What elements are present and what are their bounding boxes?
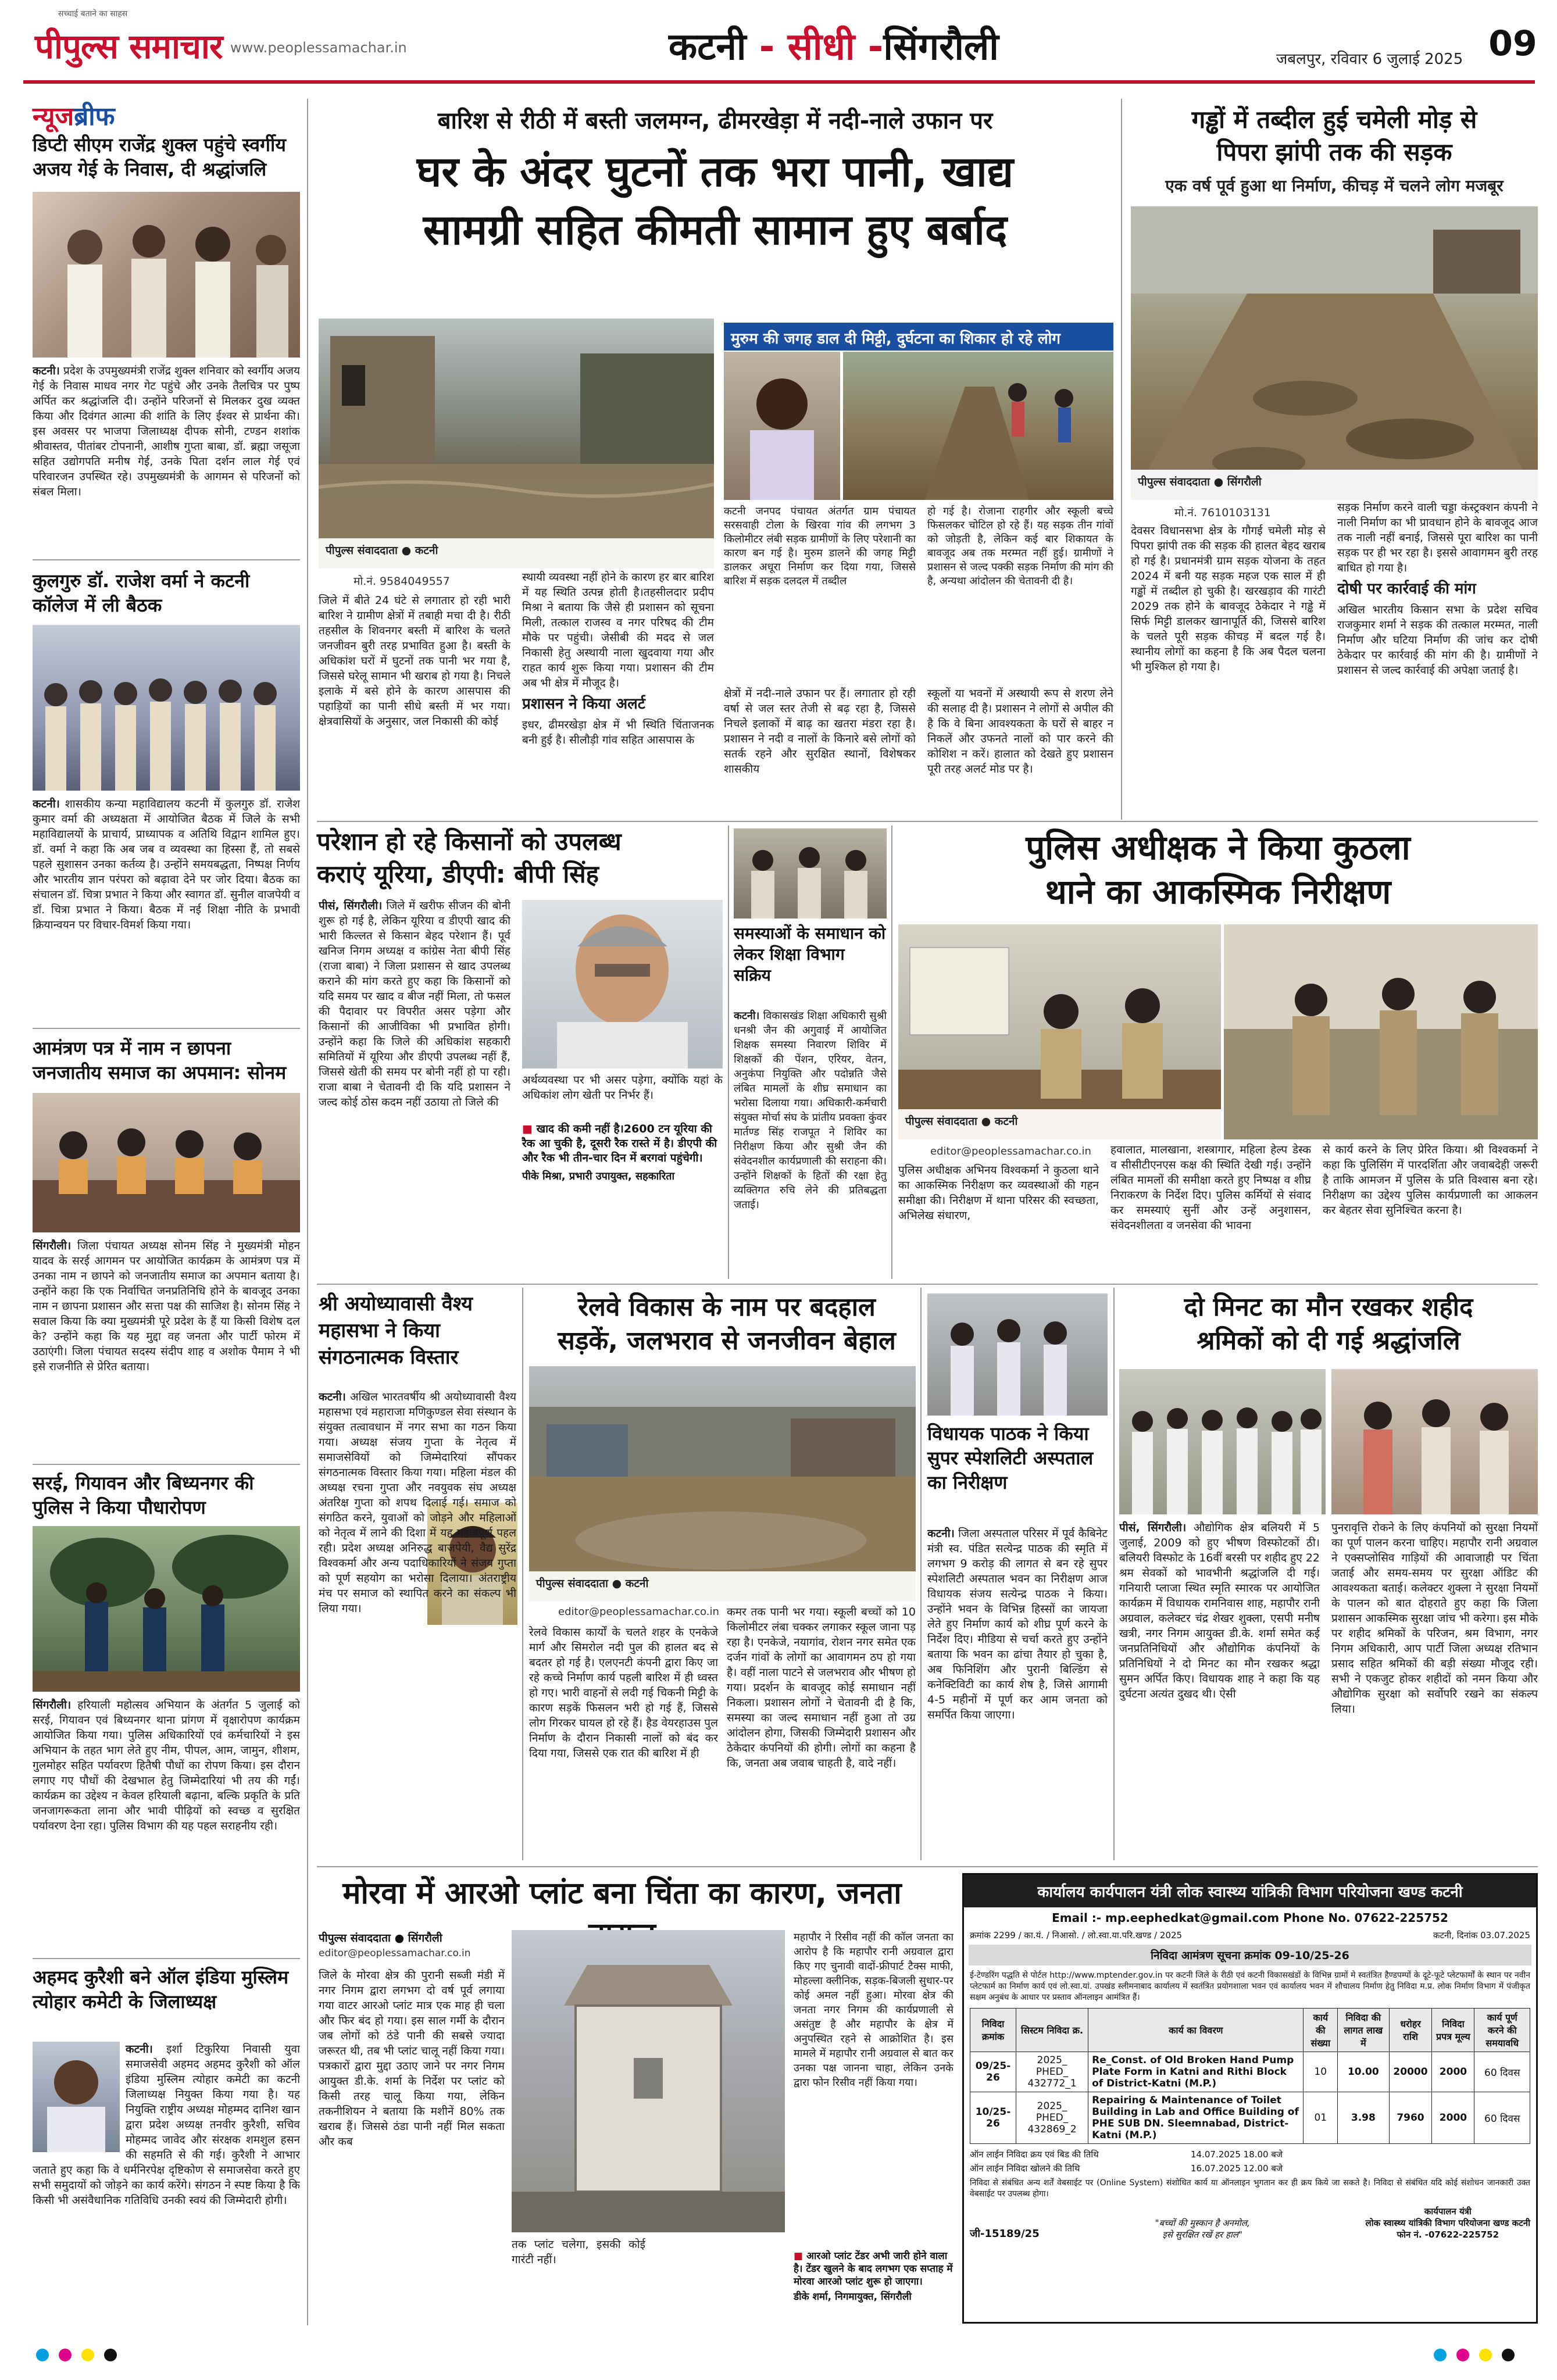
section-title-katni: कटनी xyxy=(669,26,747,69)
table-row: 09/25-26 2025_ PHED_ 432772_1 Re_Const. of Old Broken Hand Pump Plate Form in Katni and Rithi Block of District-Katni (M.P.) 10 10.00 20000 2000 60 दिवस xyxy=(970,2052,1530,2092)
photo-credit: पीपुल्स संवाददाता ● कटनी xyxy=(319,538,714,569)
tender-header-row: निविदा क्रमांक सिस्टम निविदा क्र. कार्य का विवरण कार्य की संख्या निविदा की लागत लाख में धरोहर राशि निविदा प्रपत्र मूल्य कार्य पूर्ण करने की समयावधि xyxy=(970,2009,1530,2052)
column-rule xyxy=(728,826,729,1279)
tender-footer-note: निविदा से संबंधित अन्य शर्तें वेबसाईट पर (Online System) संशोधित कार्य या ऑनलाइन भुगतान कर ही क्रय किये जा सकते है। निविदा से संबंधित यदि कोई संशोधन जानकारी उक्त वेबसाईट पर उपलब्ध होगा। xyxy=(970,2178,1530,2199)
plantation-illustration xyxy=(33,1526,300,1692)
brief-story-2 xyxy=(33,569,300,617)
police-email: editor@peoplessamachar.co.in xyxy=(930,1145,1091,1157)
section-divider xyxy=(317,821,1538,822)
stage-illustration xyxy=(33,1093,300,1232)
table-row: 10/25-26 2025_ PHED_ 432869_2 Repairing & Maintenance of Toilet Building in Lab and Office Building of PHE SUB DN. Sleemnabad, District-Katni (M.P.) 01 3.98 7960 2000 60 दिवस xyxy=(970,2092,1530,2144)
inset-col-2: हो गई है। रोजाना राहगीर और स्कूली बच्चे फिसलकर चोटिल हो रहे हैं। यह सड़क तीन गांवों को जोड़ती है, लेकिन कई बार शिकायत के बावजूद अब तक मरम्मत नहीं हुई। ग्रामीणों ने प्रशासन से जल्द पक्की सड़क निर्माण की मांग की है, अन्यथा आंदोलन की चेतावनी दी है। xyxy=(927,505,1113,587)
tender-ref: क्रमांक 2299 / का.यं. / निआसो. / लो.स्वा.या.परि.खण्ड / 2025 xyxy=(970,1930,1183,1941)
road-photo xyxy=(1131,206,1538,500)
brief-body: कटनी। शासकीय कन्या महाविद्यालय कटनी में कुलगुरु डॉ. राजेश कुमार वर्मा की अध्यक्षता में आयोजित बैठक में जिले के सभी महाविद्यालयों के प्राचार्य, प्राध्यापक व अतिथि विद्वान शामिल हुए। डॉ. वर्मा ने कहा कि अब जब व व्यवस्था का हिस्सा हैं, तो सबसे पहले सुशासन उनका कर्तव्य है। उन्होंने समयबद्धता, निष्पक्ष निर्णय और भारतीय ज्ञान परंपरा को बढ़ावा देने पर जोर दिया। बैठक का संचालन डॉ. चित्रा प्रभात ने किया और स्वागत डॉ. सुनील वाजपेयी व डॉ. चित्रा प्रभात ने किया। बैठक में नई शिक्षा नीति के प्रभावी क्रियान्वयन पर विचार-विमर्श किया गया। xyxy=(33,798,300,931)
masthead xyxy=(0,0,1557,87)
potholed-road-illustration xyxy=(1131,206,1538,500)
black-mark xyxy=(1502,2349,1515,2361)
road-col-2: सड़क निर्माण करने वाली चड्डा कंस्ट्रक्शन कंपनी ने नाली निर्माण का भी प्रावधान होने के बावजूद आज तक नाली नहीं बनाई, जिससे पूरा बारिश का पानी सड़क पर ही भर रहा है। इससे आवागमन बुरी तरह बाधित हो गया है। दोषी पर कार्रवाई की मांग अखिल भारतीय किसान सभा के प्रदेश सचिव राजकुमार शर्मा ने सड़क की तत्काल मरम्मत, नाली निर्माण और घटिया निर्माण की जांच कर दोषी ठेकेदार पर कार्रवाई की मांग की है। ग्रामीणों ने प्रशासन से जल्द कार्रवाई की अपेक्षा जताई है। xyxy=(1337,501,1538,677)
railway-col-1: रेलवे विकास कार्यों के चलते शहर के एनकेजे मार्ग और सिमरोल नदी पुल की हालत बद से बदतर हो गई है। एलएनटी कंपनी द्वारा किए जा रहे कच्चे निर्माण कार्य पहली बारिश में ही ध्वस्त हो गए। भारी वाहनों से लदी गई चिकनी मिट्टी के कारण सड़कें फिसलन भरी हो गई हैं, जिससे लोग गिरकर घायल हो रहे हैं। हैड वेयरहाउस पुल निर्माण के दौरान निकासी नालों को बंद कर दिया गया, जिससे एक रात की बारिश में ही xyxy=(529,1626,718,1760)
shraddhanjali-col-1: पीसं, सिंगरौली। औद्योगिक क्षेत्र बलियरी में 5 जुलाई, 2009 को हुए भीषण विस्फोटकों ठी। बलियरी विस्फोट के 16वीं बरसी पर शहीद हुए 22 श्रम सेवकों को भावभीनी श्रद्धांजलि दी गई। गनियारी प्लाजा स्थित स्मृति स्मारक पर आयोजित कार्यक्रम में विधायक रामनिवास शाह, महापौर रानी अग्रवाल, कलेक्टर चंद्र शेखर शुक्ला, एसपी मनीष खत्री, नगर निगम आयुक्त डी.के. शर्मा समेत कई जनप्रतिनिधियों और औद्योगिक कंपनियों के प्रतिनिधियों ने दो मिनट का मौन रखकर श्रद्धा सुमन अर्पित किए। विधायक शाह ने कहा कि यह दुर्घटना अत्यंत दुखद थी। ऐसी xyxy=(1119,1521,1320,1700)
urea-quote: ■ खाद की कमी नहीं है।2600 टन यूरिया की रैक आ चुकी है, दूसरी रैक रास्ते में है। डीएपी की और रैक भी तीन-चार दिन में बरगवां पहुंचेगी। पीके मिश्रा, प्रभारी उपायुक्त, सहकारिता xyxy=(522,1122,723,1224)
brief-photo-plantation xyxy=(33,1526,300,1692)
column-rule xyxy=(891,826,892,1279)
tender-date-value: 16.07.2025 12.00 बजे xyxy=(1191,2163,1283,2174)
urea-caption: अर्थव्यवस्था पर भी असर पड़ेगा, क्योंकि यहां के अधिकांश लोग खेती पर निर्भर हैं। xyxy=(522,1074,723,1102)
inset-banner: मुरुम की जगह डाल दी मिट्टी, दुर्घटना का शिकार हो रहे लोग xyxy=(724,323,1113,351)
lead-col-3: क्षेत्रों में नदी-नाले उफान पर हैं। लगातार हो रही वर्षा से जल स्तर तेजी से बढ़ रहा है, जिससे निचले इलाकों में बाढ़ का खतरा मंडरा रहा है। प्रशासन ने नदी व नालों के किनारे बसे लोगों को सतर्क रहने और सुरक्षित स्थानों, विशेषकर शासकीय xyxy=(724,687,916,776)
ro-col-3: महापौर ने रिसीव नहीं की कॉल जनता का आरोप है कि महापौर रानी अग्रवाल द्वारा किए गए चुनावी वादों-फ्रीपार्ट टैक्स माफी, मोहल्ला क्लीनिक, सड़क-बिजली सुधार-पर कोई अमल नहीं हुआ। मोरवा क्षेत्र की जनता नगर निगम की कार्यप्रणाली से असंतुष्ट है और महापौर के क्षेत्र में अनुपस्थित रहने से आक्रोशित है। इस मामले में महापौर रानी अग्रवाल से बात कर उनका पक्ष जानना चाहा, लेकिन उनके द्वारा फोन रिसीव नहीं किया गया। xyxy=(794,1931,954,2089)
visit-illustration xyxy=(927,1293,1108,1416)
road-col-1: देवसर विधानसभा क्षेत्र के गौगई चमेली मोड़ से पिपरा झांपी तक की सड़क की हालत बेहद खराब हो गई है। प्रधानमंत्री ग्राम सड़क योजना के तहत 2024 में बनी यह सड़क महज एक साल में ही गड्ढों में तब्दील हो चुकी है। खरखड़ाव की गारंटी 2029 तक होने के बावजूद ठेकेदार ने गड्ढे में सिर्फ मिट्टी डालकर खानापूर्ति की, जिससे बारिश के चलते पूरी सड़क कीचड़ में बदल गई है। स्थानीय लोगों का कहना है कि अब पैदल चलना भी मुश्किल हो गया है। xyxy=(1131,524,1326,673)
shiksha-headline: समस्याओं के समाधान को लेकर शिक्षा विभाग सक्रिय xyxy=(734,924,886,985)
brief-headline: आमंत्रण पत्र में नाम न छापना जनजातीय समाज का अपमान: सोनम xyxy=(33,1037,287,1084)
police-col-2: हवालात, मालखाना, शस्त्रागार, महिला हेल्प डेस्क व सीसीटीएनएस कक्ष की स्थिति देखी गई। उन्होंने लंबित मामलों की समीक्षा करते हुए निष्पक्ष व शीघ्र निराकरण के निर्देश दिए। पुलिस कर्मियों से संवाद कर समस्याएं सुनीं और उन्हें अनुशासन, संवेदनशीलता व जनसेवा की भावना xyxy=(1110,1143,1311,1232)
ro-col-2: तक प्लांट चलेगा, इसकी कोई गारंटी नहीं। xyxy=(512,2238,645,2266)
tender-date: कटनी, दिनांक 03.07.2025 xyxy=(1433,1930,1530,1941)
lead-headline: घर के अंदर घुटनों तक भरा पानी, खाद्य सामग्री सहित कीमती सामान हुए बर्बाद xyxy=(416,147,1014,254)
brief-photo-college xyxy=(33,625,300,791)
quote-icon: ■ xyxy=(794,2250,806,2262)
column-rule xyxy=(1121,99,1122,820)
flood-illustration xyxy=(319,319,714,569)
brief-headline: डिप्टी सीएम राजेंद्र शुक्ल पहुंचे स्वर्गीय अजय गेई के निवास, दी श्रद्धांजलि xyxy=(33,134,286,180)
column-rule xyxy=(522,1288,523,1860)
crowd-illustration xyxy=(1119,1369,1326,1514)
muddy-road-illustration xyxy=(843,352,1113,500)
ro-col-1: जिले के मोरवा क्षेत्र की पुरानी सब्जी मंडी में नगर निगम द्वारा लगभग दो वर्ष पूर्व लगाया गया वाटर आरओ प्लांट मात्र एक माह ही चला और फिर बंद हो गया। इस साल गर्मी के दौरान जब लोगों को ठंडे पानी की सबसे ज्यादा जरूरत थी, तब भी प्लांट चालू नहीं किया गया। पत्रकारों द्वारा मुद्दा उठाए जाने पर नगर निगम आयुक्त डी.के. शर्मा के निर्देश पर प्लांट को किसी तरह चालू किया गया, लेकिन तकनीशियन ने बताया कि मशीनें 80% तक खराब हैं। जिससे ठंडा पानी नहीं मिल सकता और कब xyxy=(319,1969,505,2148)
ro-quote: ■ आरओ प्लांट टेंडर अभी जारी होने वाला है। टेंडर खुलने के बाद लगभग एक सप्ताह में मोरवा आरओ प्लांट शुरू हो जाएगा। डीके शर्मा, निगमायुक्त, सिंगरौली xyxy=(794,2250,953,2303)
brief-headline: अहमद कुरैशी बने ऑल इंडिया मुस्लिम त्योहार कमेटी के जिलाध्यक्ष xyxy=(33,1966,289,2013)
section-divider xyxy=(317,1284,1538,1285)
urea-photo-bp-singh xyxy=(522,900,723,1069)
ro-photo xyxy=(512,1930,785,2232)
urea-headline: परेशान हो रहे किसानों को उपलब्ध कराएं यूरिया, डीएपी: बीपी सिंह xyxy=(317,827,622,888)
story-divider xyxy=(33,1028,300,1029)
paper-tagline: सच्चाई बताने का साहस xyxy=(58,9,128,19)
shraddhanjali-headline: दो मिनट का मौन रखकर शहीद श्रमिकों को दी गई श्रद्धांजलि xyxy=(1184,1292,1473,1356)
quote-icon: ■ xyxy=(522,1123,537,1135)
tender-title: निविदा आमंत्रण सूचना क्रमांक 09-10/25-26 xyxy=(969,1945,1531,1966)
shiksha-photo xyxy=(734,828,887,919)
black-mark xyxy=(104,2349,117,2361)
section-title: कटनी - सीधी -सिंगरौली xyxy=(669,26,999,69)
paper-website: www.peoplessamachar.in xyxy=(230,40,407,56)
brief-story-1 xyxy=(33,133,300,181)
vaishya-headline: श्री अयोध्यावासी वैश्य महासभा ने किया संगठनात्मक विस्तार xyxy=(319,1292,473,1369)
tender-job-no: जी-15189/25 xyxy=(970,2228,1040,2240)
group-illustration xyxy=(33,625,300,791)
girl-illustration xyxy=(724,352,840,500)
brief-body: सिंगरौली। हरियाली महोत्सव अभियान के अंतर्गत 5 जुलाई को सरई, गियावन एवं बिध्यनगर थाना प्रांगण में वृक्षारोपण कार्यक्रम आयोजित किया गया। पुलिस अधिकारियों एवं कर्मचारियों ने इस अभियान के तहत भाग लेते हुए नीम, पीपल, आम, जामुन, शीशम, गुलमोहर सहित पर्यावरण हितैषी पौधों का रोपण किया। इस दौरान लगाए गए पौधों की देखभाल हेतु जिम्मेदारियां भी तय की गईं। कार्यक्रम का उद्देश्य न केवल हरियाली बढ़ाना, बल्कि प्रकृति के प्रति जनजागरूकता लाना और भावी पीढ़ियों को स्वच्छ व सुरक्षित पर्यावरण देना रहा। पुलिस विभाग की यह पहल सराहनीय रही। xyxy=(33,1699,300,1832)
brief-story-3 xyxy=(33,1036,300,1085)
hospital-photo xyxy=(927,1293,1108,1416)
tender-date-label: ऑन लाईन निविदा खोलने की तिथि xyxy=(970,2163,1080,2174)
shraddhanjali-photo-1 xyxy=(1119,1369,1326,1514)
registration-marks xyxy=(33,2349,120,2364)
tender-email: Email :- mp.eephedkat@gmail.com Phone No. 07622-225752 xyxy=(1052,1911,1448,1925)
ro-headline: मोरवा में आरओ प्लांट बना चिंता का कारण, जनता xyxy=(342,1876,902,1911)
police-photo-office xyxy=(898,924,1221,1139)
hospital-headline: विधायक पाठक ने किया सुपर स्पेशलिटी अस्पताल का निरीक्षण xyxy=(927,1423,1094,1493)
ro-email: editor@peoplessamachar.co.in xyxy=(319,1947,471,1959)
police-col-3: से कार्य करने के लिए प्रेरित किया। श्री विश्वकर्मा ने कहा कि पुलिसिंग में पारदर्शिता और जवाबदेही जरूरी है ताकि आमजन में पुलिस के प्रति विश्वास बना रहे। निरीक्षण का उद्देश्य पुलिस कार्यप्रणाली का आकलन कर बेहतर सेवा सुनिश्चित करना है। xyxy=(1323,1143,1538,1217)
photo-credit: पीपुल्स संवाददाता ● सिंगरौली xyxy=(1131,470,1538,500)
page-number: 09 xyxy=(1488,23,1537,64)
brief-story-4 xyxy=(33,1471,300,1520)
people-illustration xyxy=(33,192,300,358)
inset-col-1: कटनी जनपद पंचायत अंतर्गत ग्राम पंचायत सरसवाही टोला के खिरवा गांव की लगभग 3 किलोमीटर लंबी सड़क ग्रामीणों के लिए परेशानी का कारण बन गई है। मुरुम डालने की जगह मिट्टी डालकर अधूरा निर्माण कर दिया गया, जिससे बारिश में सड़क दलदल में तब्दील xyxy=(724,505,916,587)
photo-credit: पीपुल्स संवाददाता ● कटनी xyxy=(529,1571,916,1602)
brief-body: कटनी। इर्शा टिकुरिया निवासी युवा समाजसेवी अहमद अहमद कुरैशी को ऑल इंडिया मुस्लिम त्योहार कमेटी का कटनी जिलाध्यक्ष नियुक्त किया गया है। यह नियुक्ति राष्ट्रीय अध्यक्ष मोहम्मद दानिश खान द्वारा प्रदेश अध्यक्ष तनवीर कुरैशी, सचिव मोहम्मद जावेद और संरक्षक शमशुल हसन की सहमति से की गई। कुरैशी ने आभार जताते हुए कहा कि वे धर्मनिरपेक्ष दृष्टिकोण से समाजसेवा करते हुए सभी समुदायों को जोड़ने का कार्य करेंगे। संगठन ने स्पष्ट किया है कि किसी भी असंवैधानिक गतिविधि उनकी स्वयं की जिम्मेदारी होगी। xyxy=(33,2043,300,2207)
ro-kiosk-illustration xyxy=(512,1930,785,2232)
office-illustration xyxy=(898,924,1221,1139)
waterlogged-road-illustration xyxy=(529,1366,916,1602)
yellow-mark xyxy=(81,2349,94,2361)
column-rule xyxy=(307,99,308,2325)
brief-body: सिंगरौली। जिला पंचायत अध्यक्ष सोनम सिंह ने मुख्यमंत्री मोहन यादव के सरई आगमन पर आयोजित कार्यक्रम के आमंत्रण पत्र में उनका नाम न छापने को जनजातीय समाज का अपमान बताया है। उन्होंने कहा कि एक निर्वाचित जनप्रतिनिधि होने के बावजूद उनका नाम न छापना प्रशासन और सत्ता पक्ष की साजिश है। सोनम सिंह ने सवाल किया कि क्या मुख्यमंत्री पूरे प्रदेश के हैं या किसी विशेष दल के? उन्होंने कहा कि यह मुद्दा वह जनता और पार्टी फोरम में उठाएंगी। जिला पंचायत सदस्य संदीप शाह व अशोक पैमाम ने भी इसे राजनीति से प्रेरित बताया। xyxy=(33,1239,300,1373)
column-rule xyxy=(1113,1288,1115,1860)
lead-col-1: जिले में बीते 24 घंटे से लगातार हो रही भारी बारिश ने ग्रामीण क्षेत्रों में तबाही मचा दी है। रीठी तहसील के शिवनगर बस्ती में बारिश के चलते जनजीवन बुरी तरह प्रभावित हुआ है। बस्ती के अधिकांश घरों में घुटनों तक पानी भर गया है, जिससे घरेलू सामान भी खराब हो गया है। निचले इलाके में बसे होने के कारण आसपास की पहाड़ियों का पानी सीधे बस्ती में भर गया। क्षेत्रवासियों के अनुसार, जल निकासी की कोई xyxy=(319,594,510,728)
inspection-illustration xyxy=(1224,924,1538,1139)
dateline: जबलपुर, रविवार 6 जुलाई 2025 xyxy=(1276,51,1463,68)
shraddhanjali-photo-2 xyxy=(1331,1369,1538,1514)
ro-credit: पीपुल्स संवाददाता ● सिंगरौली xyxy=(319,1932,442,1945)
railway-col-2: कमर तक पानी भर गया। स्कूली बच्चों को 10 किलोमीटर लंबा चक्कर लगाकर स्कूल जाना पड़ रहा है। एनकेजे, नयागांव, रोशन नगर समेत एक दर्जन गांवों के लोगों का आवागमन ठप हो गया है। वहीं नाला पाटने से जलभराव और भीषण हो गया। प्रदर्शन के बावजूद कोई समाधान नहीं निकला। प्रशासन लोगों ने चेतावनी दी है कि, समस्या का जल्द समाधान नहीं हुआ तो उग्र आंदोलन होगा, जिसकी जिम्मेदारी प्रशासन और ठेकेदार कंपनियों की होगी। लोगों का कहना है कि, जनता अब जवाब चाहती है, वादे नहीं। xyxy=(727,1606,916,1770)
registration-marks xyxy=(1430,2349,1518,2364)
police-headline: पुलिस अधीक्षक ने किया कुठला थाने का आकस्मिक निरीक्षण xyxy=(1026,828,1410,912)
tender-date-label: ऑन लाईन निविदा क्रय एवं बिड की तिथि xyxy=(970,2149,1099,2160)
tender-office: कार्यालय कार्यपालन यंत्री लोक स्वास्थ्य यांत्रिकी विभाग परियोजना खण्ड कटनी xyxy=(964,1875,1536,1907)
photo-credit: पीपुल्स संवाददाता ● कटनी xyxy=(898,1109,1221,1139)
brief-photo-gei xyxy=(33,192,300,358)
brief-story-5 xyxy=(33,1965,300,2014)
magenta-mark xyxy=(1456,2349,1469,2361)
paper-name: पीपुल्स समाचार xyxy=(35,27,223,66)
police-col-1: पुलिस अधीक्षक अभिनय विश्वकर्मा ने कुठला थाने का आकस्मिक निरीक्षण कर व्यवस्थाओं की गहन समीक्षा की। निरीक्षण में थाना परिसर की स्वच्छता, अभिलेख संधारण, xyxy=(898,1164,1099,1222)
inset-photo-girl xyxy=(724,352,840,500)
shraddhanjali-col-2: पुनरावृत्ति रोकने के लिए कंपनियों को सुरक्षा नियमों का पूर्ण पालन करना चाहिए। महापौर रानी अग्रवाल ने एक्सप्लोसिव गाड़ियों की आवाजाही पर चिंता जताई और समय-समय पर सुरक्षा ऑडिट की आवश्यकता बताई। कलेक्टर शुक्ला ने सुरक्षा नियमों के पालन को बात दोहराते हुए कहा कि जिला प्रशासन आकस्मिक सुरक्षा जांच भी करेगा। इस मौके पर शहीद श्रमिकों के परिजन, श्रम विभाग, नगर निगम अधिकारी, आप पार्टी जिला अध्यक्ष रतिभान प्रसाद सहित श्रमिकों की बड़ी संख्या मौजूद रही। सभी ने एकजुट होकर शहीदों को नमन किया और औद्योगिक सुरक्षा को सर्वोपरि रखने का संकल्प लिया। xyxy=(1331,1521,1538,1716)
brief-photo-sonam xyxy=(33,1093,300,1232)
cyan-mark xyxy=(36,2349,49,2361)
cyan-mark xyxy=(1434,2349,1447,2361)
brief-headline: कुलगुरु डॉ. राजेश वर्मा ने कटनी कॉलेज में ली बैठक xyxy=(33,570,250,616)
section-title-sidhi: सीधी xyxy=(787,26,855,69)
lead-kicker: बारिश से रीठी में बस्ती जलमग्न, ढीमरखेड़ा में नदी-नाले उफान पर xyxy=(437,108,993,134)
tender-signatory: कार्यपालन यंत्री लोक स्वास्थ्य यांत्रिकी विभाग परियोजना खण्ड कटनी फोन नं. -07622-225752 xyxy=(1365,2206,1530,2240)
story-divider xyxy=(33,1464,300,1465)
magenta-mark xyxy=(59,2349,72,2361)
tender-table xyxy=(970,2008,1530,2144)
reporter-mobile: मो.नं. 9584049557 xyxy=(353,575,450,588)
reporter-mobile: मो.नं. 7610103131 xyxy=(1174,506,1271,519)
inset-photo-road xyxy=(843,352,1113,500)
brief-headline: सरई, गियावन और बिध्यनगर की पुलिस ने किया पौधारोपण xyxy=(33,1472,254,1518)
story-divider xyxy=(33,559,300,560)
lead-col-4: स्कूलों या भवनों में अस्थायी रूप से शरण लेने की सलाह दी है। प्रशासन ने लोगों से अपील की है कि वे बिना आवश्यकता के घरों से बाहर न निकलें और उफनते नालों को पार करने की कोशिश न करें। हालात को देखते हुए प्रशासन पूरी तरह अलर्ट मोड पर है। xyxy=(927,687,1113,776)
quote-author: पीके मिश्रा, प्रभारी उपायुक्त, सहकारिता xyxy=(522,1170,675,1182)
tender-slogan: "बच्चों की मुस्कान है अनमोल, इसे सुरक्षित रखें हर हाल" xyxy=(1155,2218,1250,2240)
portrait-illustration xyxy=(522,900,723,1069)
section-title-singrauli: सिंगरौली xyxy=(883,26,999,69)
police-photo-inspection xyxy=(1224,924,1538,1139)
railway-photo xyxy=(529,1366,916,1602)
road-subhead-2: दोषी पर कार्रवाई की मांग xyxy=(1337,580,1476,598)
shiksha-body: कटनी। विकासखंड शिक्षा अधिकारी सुश्री धनश्री जैन की अगुवाई में आयोजित शिक्षक समस्या निवारण शिविर में शिक्षकों की पेंशन, एरियर, वेतन, अनुकंपा नियुक्ति और पदोन्नति जैसे लंबित मामलों के शीघ्र समाधान का भरोसा दिलाया गया। अधिकारी-कर्मचारी संयुक्त मोर्चा संघ के प्रांतीय प्रवक्ता कुंवर मार्तण्ड सिंह राजपूत ने शिविर का निरीक्षण किया और सुश्री जैन की संवेदनशील कार्यप्रणाली की सराहना की। उन्होंने शिक्षकों के हितों की रक्षा हेतु व्यक्तिगत रुचि लेने की प्रतिबद्धता जताई। xyxy=(734,1010,887,1211)
tender-notice xyxy=(962,1873,1538,2324)
tender-date-value: 14.07.2025 18.00 बजे xyxy=(1191,2149,1283,2160)
brief-body: कटनी। प्रदेश के उपमुख्यमंत्री राजेंद्र शुक्ल शनिवार को स्वर्गीय अजय गेई के निवास माधव नगर गेट पहुंचे और उनके तैलचित्र पर पुष्प अर्पित कर श्रद्धांजलि दी। उन्होंने परिजनों से मिलकर दुख व्यक्त किया और दिवंगत आत्मा की शांति के लिए ईश्वर से प्रार्थना की। इस अवसर पर भाजपा जिलाध्यक्ष दीपक सोनी, टण्डन शशांक श्रीवास्तव, पीतांबर टोपनानी, आशीष गुप्ता बाबा, डॉ. ब्रह्मा जसूजा सहित उद्योगपति मनीष गेई, उनके पिता दर्शन लाल गेई एवं परिवारजन उपस्थित रहे। उपमुख्यमंत्री के आगमन से परिजनों को संबल मिला। xyxy=(33,364,300,498)
vaishya-body: कटनी। अखिल भारतवर्षीय श्री अयोध्यावासी वैश्य महासभा एवं महाराजा मणिकुण्डल सेवा संस्थान के संयुक्त तत्वावधान में नगर सभा का गठन किया गया। अध्यक्ष संजय गुप्ता के नेतृत्व में समाजसेवियों को जिम्मेदारियां सौंपकर संगठनात्मक विस्तार किया गया। महिला मंडल की अध्यक्ष रचना गुप्ता और नवयुवक संघ अध्यक्ष अंतरिक्ष गुप्ता को शपथ दिलाई गई। समाज को संगठित करने, युवाओं को जोड़ने और महिलाओं को नेतृत्व में लाने की दिशा में यह महत्वपूर्ण पहल रही। प्रदेश अध्यक्ष अनिरुद्ध बाजपेयी, वैद्य सुरेंद्र विश्वकर्मा और अन्य पदाधिकारियों ने संजय गुप्ता को पूर्ण सहयोग का भरोसा दिलाया। अंतराष्ट्रीय मंच पर समाज को स्थापित करने का संकल्प भी लिया गया। xyxy=(319,1391,516,1615)
quote-author: डीके शर्मा, निगमायुक्त, सिंगरौली xyxy=(794,2291,912,2303)
railway-email: editor@peoplessamachar.co.in xyxy=(558,1606,719,1618)
road-subhead: एक वर्ष पूर्व हुआ था निर्माण, कीचड़ में चलने लोग मजबूर xyxy=(1165,176,1504,195)
news-brief-label: न्यूजब्रीफ xyxy=(33,102,115,131)
road-headline: गड्ढों में तब्दील हुई चमेली मोड़ से पिपरा झांपी तक की सड़क xyxy=(1191,105,1477,166)
story-divider xyxy=(33,1958,300,1959)
column-rule xyxy=(920,1288,922,1860)
section-divider xyxy=(317,1866,1538,1867)
lead-col-2: स्थायी व्यवस्था नहीं होने के कारण हर बार बारिश में यह स्थिति उत्पन्न होती है।तहसीलदार प्रदीप मिश्रा ने बताया कि जैसे ही प्रशासन को सूचना मिली, तत्काल राजस्व व नगर परिषद की टीम मौके पर पहुंची। जेसीबी की मदद से जल निकासी हेतु अस्थायी नाला खुदवाया गया और राहत कार्य शुरू किया गया। प्रशासन की टीम अब भी क्षेत्र में मौजूद है। प्रशासन ने किया अलर्ट इधर, ढीमरखेड़ा क्षेत्र में भी स्थिति चिंताजनक बनी हुई है। सीलौड़ी गांव सहित आसपास के xyxy=(522,571,714,746)
tender-intro: ई-टेण्डरिंग पद्धति से पोर्टल http://www.mptender.gov.in पर कटनी जिले के रीठी एवं कटनी विकासखंडों के विभिन्न ग्रामों मे स्वतंत्रित हैण्डपम्पों के दूटे-फूटे प्लेटफार्मों के स्थान पर नवीन प्लेटफार्म का निर्माण कार्य एवं लो.स्वा.यां. उपखंड स्लीमनाबाद कार्यालय में स्वतंत्रित प्रयोगशाला भवन एवं कार्यालय भवन में शौचालय निर्माण हेतु निविदा म.प्र. लोक निर्माण विभाग में पंजीकृत सक्षम अनुबंध के आधार पर प्रस्ताव ऑनलाइन आमंत्रित हैं। xyxy=(970,1971,1530,2002)
dignitaries-illustration xyxy=(1331,1369,1538,1514)
masthead-rule xyxy=(23,80,1535,84)
lead-photo-flood xyxy=(319,319,714,569)
hospital-body: कटनी। जिला अस्पताल परिसर में पूर्व कैबिनेट मंत्री स्व. पंडित सत्येन्द्र पाठक की स्मृति में लगभग 9 करोड़ की लागत से बन रहे सुपर स्पेशलिटी अस्पताल भवन का निरीक्षण आज विधायक संजय सत्येन्द्र पाठक ने किया। उन्होंने भवन के विभिन्न हिस्सों का जायजा लेते हुए निर्माण कार्य को शीघ्र पूर्ण करने के निर्देश दिए। मीडिया से चर्चा करते हुए उन्होंने बताया कि भवन का ढांचा तैयार हो चुका है, अब फिनिशिंग और पुरानी बिल्डिंग से कनेक्टिविटी का कार्य शेष है, जिसे आगामी 4-5 महीनों में पूर्ण कर आम जनता को समर्पित किया जाएगा। xyxy=(927,1527,1108,1721)
lead-subhead: प्रशासन ने किया अलर्ट xyxy=(522,695,645,713)
railway-headline: रेलवे विकास के नाम पर बदहाल सड़कें, जलभराव से जनजीवन बेहाल xyxy=(558,1292,896,1356)
urea-body: पीसं, सिंगरौली। जिले में खरीफ सीजन की बोनी शुरू हो गई है, लेकिन यूरिया व डीएपी खाद की भारी किल्लत से किसान बेहद परेशान हैं। पूर्व खनिज निगम अध्यक्ष व कांग्रेस नेता बीपी सिंह (राजा बाबा) ने जिला प्रशासन से खाद उपलब्ध कराने की मांग करते हुए कहा कि किसानों को यदि समय पर खाद व बीज नहीं मिला, तो फसल की पैदावार पर विपरीत असर पड़ेगा और किसानों की आजीविका भी प्रभावित होगी। उन्होंने कहा कि जिले की अधिकांश सहकारी समितियों में यूरिया और डीएपी उपलब्ध नहीं हैं, जिससे खेती की समय पर बोनी नहीं हो पा रही। राजा बाबा ने चेतावनी दी कि यदि प्रशासन ने जल्द कोई ठोस कदम नहीं उठाया तो जिले की xyxy=(319,899,510,1109)
yellow-mark xyxy=(1479,2349,1492,2361)
meeting-illustration xyxy=(734,828,887,919)
